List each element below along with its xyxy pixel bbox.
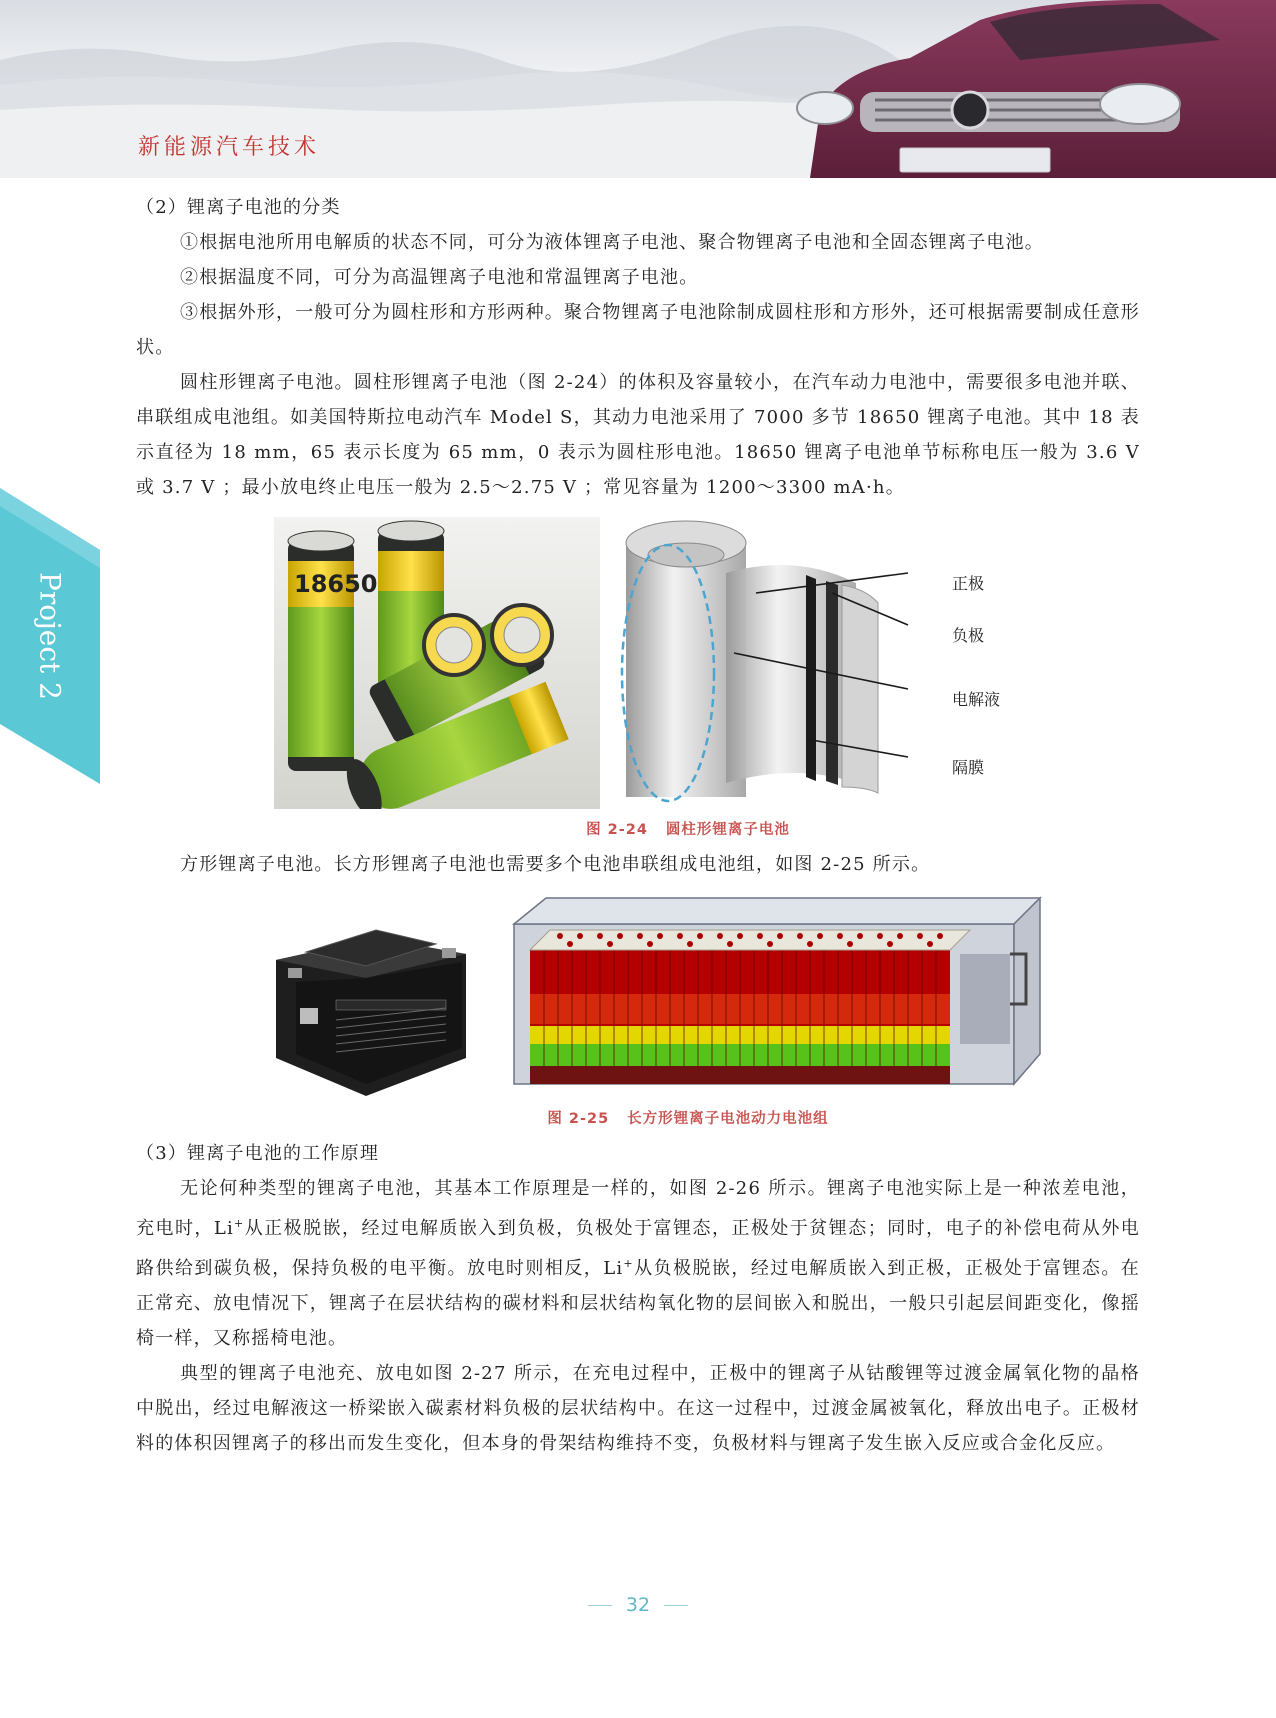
label-electrolyte: 电解液 bbox=[952, 690, 1001, 709]
figure-2-25-caption: 图 2-25 长方形锂离子电池动力电池组 bbox=[547, 1111, 829, 1127]
section-heading-classification: （2）锂离子电池的分类 bbox=[136, 197, 341, 218]
label-separator: 隔膜 bbox=[952, 758, 985, 777]
page-header bbox=[0, 0, 1276, 178]
paragraph-cylindrical-battery: 圆柱形锂离子电池。圆柱形锂离子电池（图 2-24）的体积及容量较小，在汽车动力电池中，需要很多电池并联、串联组成电池组。如美国特斯拉电动汽车 Model S，其动力电池采用了 7000 多节 18650 锂离子电池。其中 18 表示直径为 18 mm，65 表示长度为 65 mm，0 表示为圆柱形电池。18650 锂离子电池单节标称电压一般为 3.6 V 或 3.7 V ；最小放电终止电压一般为 2.5～2.75 V ；常见容量为 1200～3300 mA·h。 bbox=[136, 372, 1140, 498]
page-number: 32 bbox=[0, 1594, 1276, 1616]
paragraph-charge-discharge: 典型的锂离子电池充、放电如图 2-27 所示，在充电过程中，正极中的锂离子从钴酸锂等过渡金属氧化物的晶格中脱出，经过电解液这一桥梁嵌入碳素材料负极的层状结构中。在这一过程中，过渡金属被氧化，释放出电子。正极材料的体积因锂离子的移出而发生变化，但本身的骨架结构维持不变，负极材料与锂离子发生嵌入反应或合金化反应。 bbox=[136, 1363, 1140, 1454]
label-positive-electrode: 正极 bbox=[952, 574, 985, 593]
cylindrical-battery-cross-section-diagram bbox=[616, 513, 916, 809]
paragraph-prismatic-battery: 方形锂离子电池。长方形锂离子电池也需要多个电池串联组成电池组，如图 2-25 所示。 bbox=[180, 854, 931, 875]
cylindrical-battery-photo bbox=[274, 517, 600, 809]
paragraph-electrolyte-classification: ①根据电池所用电解质的状态不同，可分为液体锂离子电池、聚合物锂离子电池和全固态锂离子电池。 bbox=[180, 232, 1044, 253]
figure-2-24 bbox=[136, 513, 1140, 813]
figure-2-25 bbox=[136, 892, 1140, 1102]
svg-text:18650: 18650 bbox=[294, 570, 378, 598]
main-content bbox=[136, 190, 1140, 1461]
paragraph-shape-classification: ③根据外形，一般可分为圆柱形和方形两种。聚合物锂离子电池除制成圆柱形和方形外，还可根据需要制成任意形状。 bbox=[136, 302, 1140, 358]
figure-2-24-caption: 图 2-24 圆柱形锂离子电池 bbox=[586, 822, 790, 838]
paragraph-working-principle: 无论何种类型的锂离子电池，其基本工作原理是一样的，如图 2-26 所示。锂离子电池实际上是一种浓差电池，充电时，Li+从正极脱嵌，经过电解质嵌入到负极，负极处于富锂态，正极处于贫锂态；同时，电子的补偿电荷从外电路供给到碳负极，保持负极的电平衡。放电时则相反，Li+从负极脱嵌，经过电解质嵌入到正极，正极处于富锂态。在正常充、放电情况下，锂离子在层状结构的碳材料和层状结构氧化物的层间嵌入和脱出，一般只引起层间距变化，像摇椅一样，又称摇椅电池。 bbox=[136, 1178, 1140, 1349]
section-heading-working-principle: （3）锂离子电池的工作原理 bbox=[136, 1143, 380, 1164]
battery-pack-diagram bbox=[510, 894, 1046, 1094]
book-title: 新能源汽车技术 bbox=[138, 135, 321, 160]
label-negative-electrode: 负极 bbox=[952, 626, 985, 645]
prismatic-battery-photo bbox=[266, 908, 476, 1098]
paragraph-temperature-classification: ②根据温度不同，可分为高温锂离子电池和常温锂离子电池。 bbox=[180, 267, 699, 288]
car-photo bbox=[780, 0, 1276, 178]
